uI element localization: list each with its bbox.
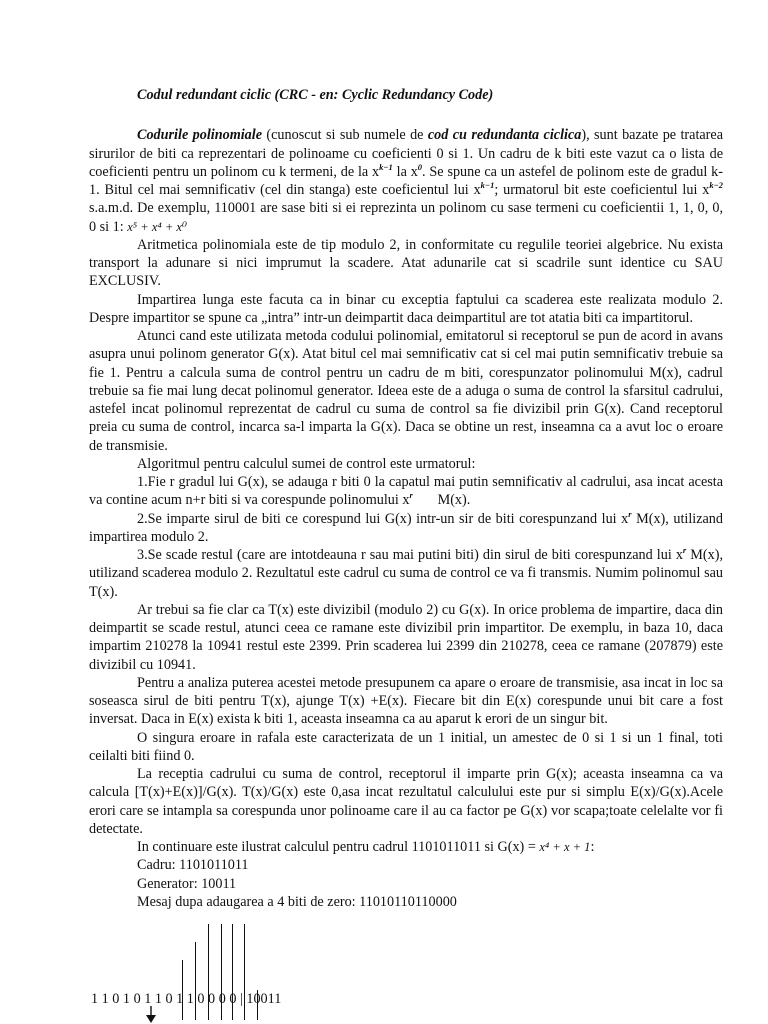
text-run: (cunoscut si sub numele de	[262, 127, 428, 144]
exponent: k−1	[480, 180, 495, 190]
document-title: Codul redundant ciclic (CRC - en: Cyclic Redundancy Code)	[137, 87, 494, 103]
exponent: r	[409, 490, 413, 501]
exponent: r	[628, 508, 632, 519]
paragraph-polynomial-codes	[89, 126, 723, 236]
paragraph-divisibility: Ar trebui sa fie clar ca T(x) este divizibil (modulo 2) cu G(x). In orice problema de impartire, daca din deimpartit se scade restul, atunci ceea ce ramane este divizibil prin impartitor. De exemplu, in baza 10, daca impartim 210278 la 10941 restul este 2399. Prin scaderea lui 2399 din 210278, ceea ce ramane (207879) este divizibil cu 10941.	[89, 601, 723, 673]
paragraph-long-division: Impartirea lunga este facuta ca in binar cu exceptia faptului ca scaderea este realizata modulo 2. Despre impartitor se spune ca „intra” intr-un deimpartit daca deimpartitul are tot atatia biti ca impartitorul.	[89, 291, 723, 326]
text-run: 1.Fie r gradul lui G(x), se adauga r biti 0 la capatul mai putin semnificativ al cadrului, asa incat acesta va contine acum n+r biti si va corespunde polinomului x	[89, 474, 723, 509]
term-cod-redundanta: cod cu redundanta ciclica	[427, 127, 582, 144]
example-polynomial: x⁵ + x⁴ + x⁰	[127, 219, 187, 234]
text-run: :	[590, 839, 595, 855]
exponent: k−2	[709, 180, 723, 190]
exponent: k−1	[379, 161, 393, 172]
text-run: M(x), utilizand scaderea modulo 2. Rezultatul este cadrul cu suma de control ce va fi transmis. Numim polinomul sau T(x).	[89, 547, 723, 600]
example-frame: Cadru: 1101011011	[137, 857, 249, 874]
term-codurile-polinomiale: Codurile polinomiale	[137, 127, 263, 144]
text-run: M(x), utilizand impartirea modulo 2.	[89, 510, 723, 545]
paragraph-error-analysis: Pentru a analiza puterea acestei metode presupunem ca apare o eroare de transmisie, asa incat in loc sa soseasca sirul de biti pentru T(x), ajunge T(x) +E(x). Fiecare bit din E(x) corespunde unui bit care a fost inversat. Daca in E(x) exista k biti 1, aceasta inseamna ca au aparut k erori de un singur bit.	[89, 674, 723, 728]
text-run: s.a.m.d. De exemplu, 110001 are sase biti si ei reprezinta un polinom cu sase termeni cu coeficientii 1, 1, 0, 0, 0 si 1:	[89, 200, 723, 235]
algorithm-step-2	[89, 510, 723, 547]
arrow-down-icon	[146, 1006, 156, 1024]
example-generator: Generator: 10011	[137, 875, 237, 892]
paragraph-arithmetic: Aritmetica polinomiala este de tip modulo 2, in conformitate cu regulile teoriei algebrice. Nu exista transport la adunare si nici imprumut la scadere. Atat adunarile cat si scadrile sunt identice cu SAU EXCLUSIV.	[89, 236, 723, 290]
example-message: Mesaj dupa adaugarea a 4 biti de zero: 11010110110000	[137, 893, 457, 910]
algorithm-step-1	[89, 473, 723, 510]
text-run: 3.Se scade restul (care are intotdeauna r sau mai putini biti) din sirul de biti corespunzand lui x	[137, 547, 683, 563]
text-run: . Se spune ca un astefel de polinom este de gradul k-1. Bitul cel mai semnificativ (cel din stanga) este coeficientul lui x	[89, 163, 723, 198]
text-run: In continuare este ilustrat calculul pentru cadrul 1101011011 si G(x) =	[137, 839, 540, 855]
text-run: 2.Se imparte sirul de biti ce corespund lui G(x) intr-un sir de biti corespunzand lui x	[137, 510, 629, 527]
division-row: 1 1 0 1 0 1 1 0 1 1 0 0 0 0 | 10011	[91, 991, 282, 1007]
paragraph-burst-error: O singura eroare in rafala este caracterizata de un 1 initial, un amestec de 0 si 1 si un 1 final, toti ceilalti biti fiind 0.	[89, 729, 723, 764]
algorithm-step-3	[89, 546, 723, 601]
paragraph-reception: La receptia cadrului cu suma de control, receptorul il imparte prin G(x); aceasta inseamna ca va calcula [T(x)+E(x)]/G(x). T(x)/G(x) este 0,asa incat rezultatul calculului este pur si simplu E(x)/G(x).Acele erori care se intampla sa corespunda unor polinoame care il au ca factor pe G(x) vor scapa;toate celelalte vor fi detectate.	[89, 766, 723, 837]
division-guide-line	[195, 942, 196, 1020]
generator-polynomial: x⁴ + x + 1	[539, 840, 591, 854]
paragraph-generator: Atunci cand este utilizata metoda codului polinomial, emitatorul si receptorul se pun de acord in avans asupra unui polinom generator G(x). Atat bitul cel mai semnificativ cat si cel mai putin semnificativ trebuie sa fie 1. Pentru a calcula suma de control pentru un cadru de m biti, corespunzator polinomului M(x), cadrul trebuie sa fie mai lung decat polinomul generator. Ideea este de a aduga o suma de control la sfarsitul cadrului, astefel incat polinomul reprezentat de cadrul cu suma de control sa fie divizibil prin G(x). Cand receptorul preia cu suma de control, incarca sa-l imparta la G(x). Daca se obtine un rest, inseamna ca a avut loc o eroare de transmisie.	[89, 328, 723, 454]
exponent: 0	[417, 161, 423, 172]
exponent: r	[682, 545, 687, 555]
text-run: la x	[392, 163, 418, 180]
document-page	[89, 86, 723, 911]
paragraph-algorithm-intro: Algoritmul pentru calculul sumei de control este urmatorul:	[137, 455, 476, 472]
example-intro	[137, 838, 723, 856]
text-run: ), sunt bazate pe tratarea sirurilor de biti ca reprezentari de polinoame cu coeficienti 0 si 1. Un cadru de k biti este vazut ca o lista de coeficienti pentru un polinom cu k termeni, de la x	[89, 127, 724, 180]
text-run: ; urmatorul bit este coeficientul lui x	[494, 182, 710, 198]
text-run: M(x).	[412, 492, 471, 509]
division-guide-line	[182, 960, 183, 1020]
